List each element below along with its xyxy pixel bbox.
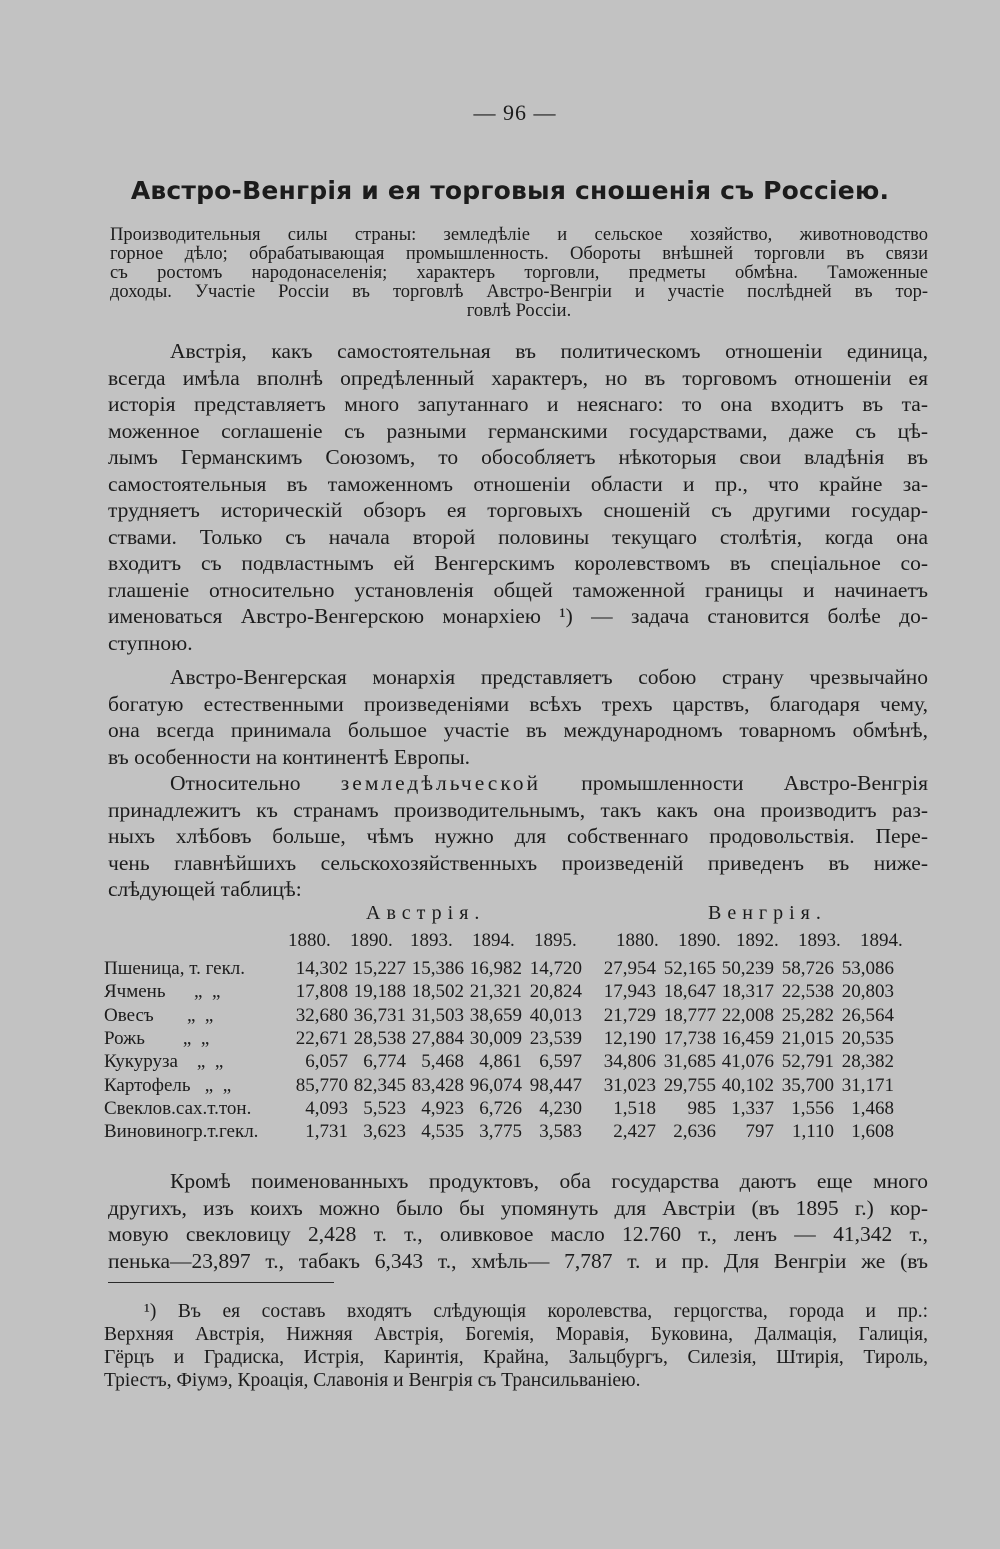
table-cell: 797 — [745, 1121, 774, 1143]
text-line: ступною. — [108, 630, 193, 655]
text-line: мовую свекловицу 2,428 т. т., оливковое масло 12.760 т., ленъ — 41,342 т., — [108, 1222, 928, 1246]
table-cell: 3,775 — [479, 1121, 522, 1143]
table-cell: 2,427 — [613, 1121, 656, 1143]
table-cell: 28,382 — [841, 1051, 894, 1073]
text-line: другихъ, изъ коихъ можно было бы упомянуть для Австріи (въ 1895 г.) кор- — [108, 1195, 928, 1220]
table-cell: 1,337 — [731, 1097, 774, 1119]
table-cell: 17,738 — [663, 1027, 716, 1049]
table-cell: 34,806 — [603, 1051, 656, 1073]
text-line: лымъ Германскимъ Союзомъ, то обособляетъ нѣкоторыя свои владѣнія въ — [108, 445, 928, 469]
table-row-label: Картофель „ „ — [104, 1074, 232, 1096]
table-cell: 83,428 — [411, 1074, 464, 1096]
table-cell: 31,503 — [411, 1004, 464, 1026]
summary-line: доходы. Участіе Россіи въ торговлѣ Австро-Венгріи и участіе послѣдней въ тор- — [110, 282, 928, 302]
year-header: 1890. — [678, 930, 721, 951]
table-cell: 27,954 — [603, 958, 656, 979]
table-cell: 6,597 — [539, 1051, 582, 1073]
table-cell: 6,726 — [479, 1097, 522, 1119]
table-cell: 21,015 — [781, 1027, 834, 1049]
table-cell: 38,659 — [469, 1004, 522, 1026]
table-cell: 17,943 — [603, 981, 656, 1003]
table-cell: 2,636 — [673, 1121, 716, 1143]
text-line: Австрія, какъ самостоятельная въ политическомъ отношеніи единица, — [170, 339, 928, 363]
footnote — [104, 1300, 928, 1392]
text-line: исторія представляетъ много запутаннаго и неяснаго: то она входитъ въ та- — [108, 392, 928, 416]
emphasized-word: земледѣльческой — [340, 771, 541, 795]
year-header: 1895. — [534, 930, 577, 951]
text-line: Кромѣ поименованныхъ продуктовъ, оба государства даютъ еще много — [170, 1169, 928, 1193]
text-line: принадлежитъ къ странамъ производительнымъ, такъ какъ она производитъ раз- — [108, 797, 928, 822]
footnote-line: Верхняя Австрія, Нижняя Австрія, Богемія, Моравія, Буковина, Далмація, Галиція, — [104, 1324, 928, 1345]
table-cell: 52,165 — [663, 958, 716, 979]
table-cell: 18,777 — [663, 1004, 716, 1026]
table-cell: 26,564 — [841, 1004, 894, 1026]
text-line: Австро-Венгерская монархія представляетъ собою страну чрезвычайно — [170, 665, 928, 689]
table-row-label: Свеклов.сах.т.тон. — [104, 1097, 252, 1119]
year-header: 1880. — [288, 930, 331, 951]
table-cell: 4,535 — [421, 1121, 464, 1143]
table-cell: 18,317 — [721, 981, 774, 1003]
table-cell: 21,729 — [603, 1004, 656, 1026]
text-line — [108, 770, 928, 797]
text-line: всегда имѣла вполнѣ опредѣленный характеръ, но въ торговомъ отношеніи ея — [108, 365, 928, 390]
table-cell: 6,774 — [363, 1051, 406, 1073]
table-cell: 40,102 — [721, 1074, 774, 1096]
page-number: — 96 — — [473, 100, 557, 125]
text-line: моженное соглашеніе съ разными германскими государствами, даже съ цѣ- — [108, 418, 928, 443]
table-cell: 1,468 — [851, 1097, 894, 1119]
table-cell: 20,803 — [841, 981, 894, 1003]
table-row-label: Пшеница, т. гекл. — [104, 958, 246, 979]
table-cell: 30,009 — [469, 1027, 522, 1049]
paragraph-1 — [108, 338, 928, 656]
summary-line: говлѣ Россіи. — [466, 301, 572, 321]
table-cell: 4,861 — [479, 1051, 522, 1073]
table-cell: 4,093 — [305, 1097, 348, 1119]
table-cell: 31,023 — [603, 1074, 656, 1096]
table-cell: 53,086 — [841, 958, 894, 979]
table-cell: 5,523 — [363, 1097, 406, 1119]
year-header: 1893. — [410, 930, 453, 951]
table-cell: 1,518 — [613, 1097, 656, 1119]
year-header: 1880. — [616, 930, 659, 951]
text-line: входитъ съ подвластнымъ ей Венгерскимъ королевствомъ въ спеціальное со- — [108, 551, 928, 575]
table-cell: 5,468 — [421, 1051, 464, 1073]
text-line: трудняетъ историческій обзоръ ея торговыхъ сношеній съ другими государ- — [108, 498, 928, 522]
table-cell: 35,700 — [781, 1074, 834, 1096]
text-line: богатую естественными произведеніями всѣхъ трехъ царствъ, благодаря чему, — [108, 691, 928, 716]
table-cell: 15,386 — [411, 958, 464, 979]
table-cell: 16,459 — [721, 1027, 774, 1049]
table-cell: 85,770 — [295, 1074, 348, 1096]
summary-line: Производительныя силы страны: земледѣліе и сельское хозяйство, животноводство — [110, 225, 928, 245]
table-cell: 3,583 — [539, 1121, 582, 1143]
text-line: ствами. Только съ начала второй половины текущаго столѣтія, когда она — [108, 524, 928, 549]
year-header: 1890. — [350, 930, 393, 951]
table-cell: 20,824 — [529, 981, 582, 1003]
year-header: 1892. — [736, 930, 779, 951]
text-line: чень главнѣйшихъ сельскохозяйственныхъ произведеній приведенъ въ ниже- — [108, 850, 928, 875]
table-cell: 4,923 — [421, 1097, 464, 1119]
table-cell: 31,685 — [663, 1051, 716, 1073]
footnote-divider — [108, 1282, 334, 1283]
table-cell: 52,791 — [781, 1051, 834, 1073]
paragraph-3 — [108, 770, 928, 903]
table-group-header-hungary: Венгрія. — [708, 902, 827, 924]
text-line: она всегда принимала большое участіе въ международномъ товарномъ обмѣнѣ, — [108, 718, 928, 742]
summary-line: съ ростомъ народонаселенія; характеръ торговли, предметы обмѣна. Таможенные — [110, 263, 928, 283]
footnote-line: Тріестъ, Фіумэ, Кроація, Славонія и Венгрія съ Трансильваніею. — [104, 1370, 641, 1391]
table-cell: 16,982 — [469, 958, 522, 979]
text-line: слѣдующей таблицѣ: — [108, 877, 302, 901]
table-cell: 25,282 — [781, 1004, 834, 1026]
year-header: 1894. — [860, 930, 903, 951]
table-cell: 27,884 — [411, 1027, 464, 1049]
table-cell: 1,556 — [791, 1097, 834, 1119]
table-cell: 12,190 — [603, 1027, 656, 1049]
table-cell: 21,321 — [469, 981, 522, 1003]
text-line: самостоятельныя въ таможенномъ отношеніи области и пр., что крайне за- — [108, 471, 928, 496]
page-title: Австро-Венгрія и ея торговыя сношенія съ Россіею. — [130, 176, 890, 205]
year-header: 1894. — [472, 930, 515, 951]
table-group-header-austria: Австрія. — [366, 902, 486, 924]
table-cell: 15,227 — [353, 958, 406, 979]
table-cell: 32,680 — [295, 1004, 348, 1026]
table-cell: 3,623 — [363, 1121, 406, 1143]
table-cell: 98,447 — [529, 1074, 582, 1096]
table-cell: 23,539 — [529, 1027, 582, 1049]
table-cell: 6,057 — [305, 1051, 348, 1073]
table-cell: 20,535 — [841, 1027, 894, 1049]
table-row-label: Ячмень „ „ — [104, 981, 221, 1003]
text-line: ныхъ хлѣбовъ больше, чѣмъ нужно для собственнаго продовольствія. Пере- — [108, 824, 928, 848]
table-cell: 58,726 — [781, 958, 834, 979]
table-cell: 29,755 — [663, 1074, 716, 1096]
table-cell: 17,808 — [295, 981, 348, 1003]
table-cell: 985 — [687, 1097, 716, 1119]
year-header: 1893. — [798, 930, 841, 951]
table-cell: 14,720 — [529, 958, 582, 979]
table-row-label: Кукуруза „ „ — [104, 1051, 224, 1073]
table-row-label: Овесъ „ „ — [104, 1004, 214, 1026]
table-cell: 1,731 — [305, 1121, 348, 1143]
table-cell: 14,302 — [295, 958, 348, 979]
table-cell: 50,239 — [721, 958, 774, 979]
table-cell: 82,345 — [353, 1074, 406, 1096]
paragraph-2 — [108, 664, 928, 770]
text-line: именоваться Австро-Венгерскою монархіею ¹) — задача становится болѣе до- — [108, 604, 928, 628]
table-row-label: Рожь „ „ — [104, 1027, 210, 1049]
table-cell: 22,008 — [721, 1004, 774, 1026]
text-line: въ особенности на континентѣ Европы. — [108, 744, 471, 769]
paragraph-4 — [108, 1168, 928, 1274]
table-cell: 19,188 — [353, 981, 406, 1003]
footnote-line: Гёрцъ и Градиска, Истрія, Каринтія, Крайна, Зальцбургъ, Силезія, Штирія, Тироль, — [104, 1347, 928, 1368]
footnote-line: ¹) Въ ея составъ входятъ слѣдующія королевства, герцогства, города и пр.: — [144, 1301, 928, 1322]
table-cell: 18,647 — [663, 981, 716, 1003]
table-cell: 96,074 — [469, 1074, 522, 1096]
table-cell: 28,538 — [353, 1027, 406, 1049]
text-fragment: Относительно — [170, 771, 341, 795]
table-cell: 40,013 — [529, 1004, 582, 1026]
table-cell: 41,076 — [721, 1051, 774, 1073]
text-line: пенька—23,897 т., табакъ 6,343 т., хмѣль— 7,787 т. и пр. Для Венгріи же (въ — [108, 1248, 928, 1273]
text-fragment: промышленности Австро-Венгрія — [540, 771, 928, 795]
chapter-summary — [110, 226, 928, 321]
table-row-label: Виновиногр.т.гекл. — [104, 1121, 259, 1143]
table-cell: 1,608 — [851, 1121, 894, 1143]
table-cell: 31,171 — [841, 1074, 894, 1096]
table-cell: 18,502 — [411, 981, 464, 1003]
table-cell: 36,731 — [353, 1004, 406, 1026]
table-cell: 1,110 — [791, 1121, 834, 1143]
text-line: глашеніе относительно установленія общей таможенной границы и начинаетъ — [108, 577, 928, 602]
table-cell: 4,230 — [539, 1097, 582, 1119]
table-cell: 22,538 — [781, 981, 834, 1003]
table-cell: 22,671 — [295, 1027, 348, 1049]
summary-line: горное дѣло; обрабатывающая промышленность. Обороты внѣшней торговли въ связи — [110, 244, 928, 264]
